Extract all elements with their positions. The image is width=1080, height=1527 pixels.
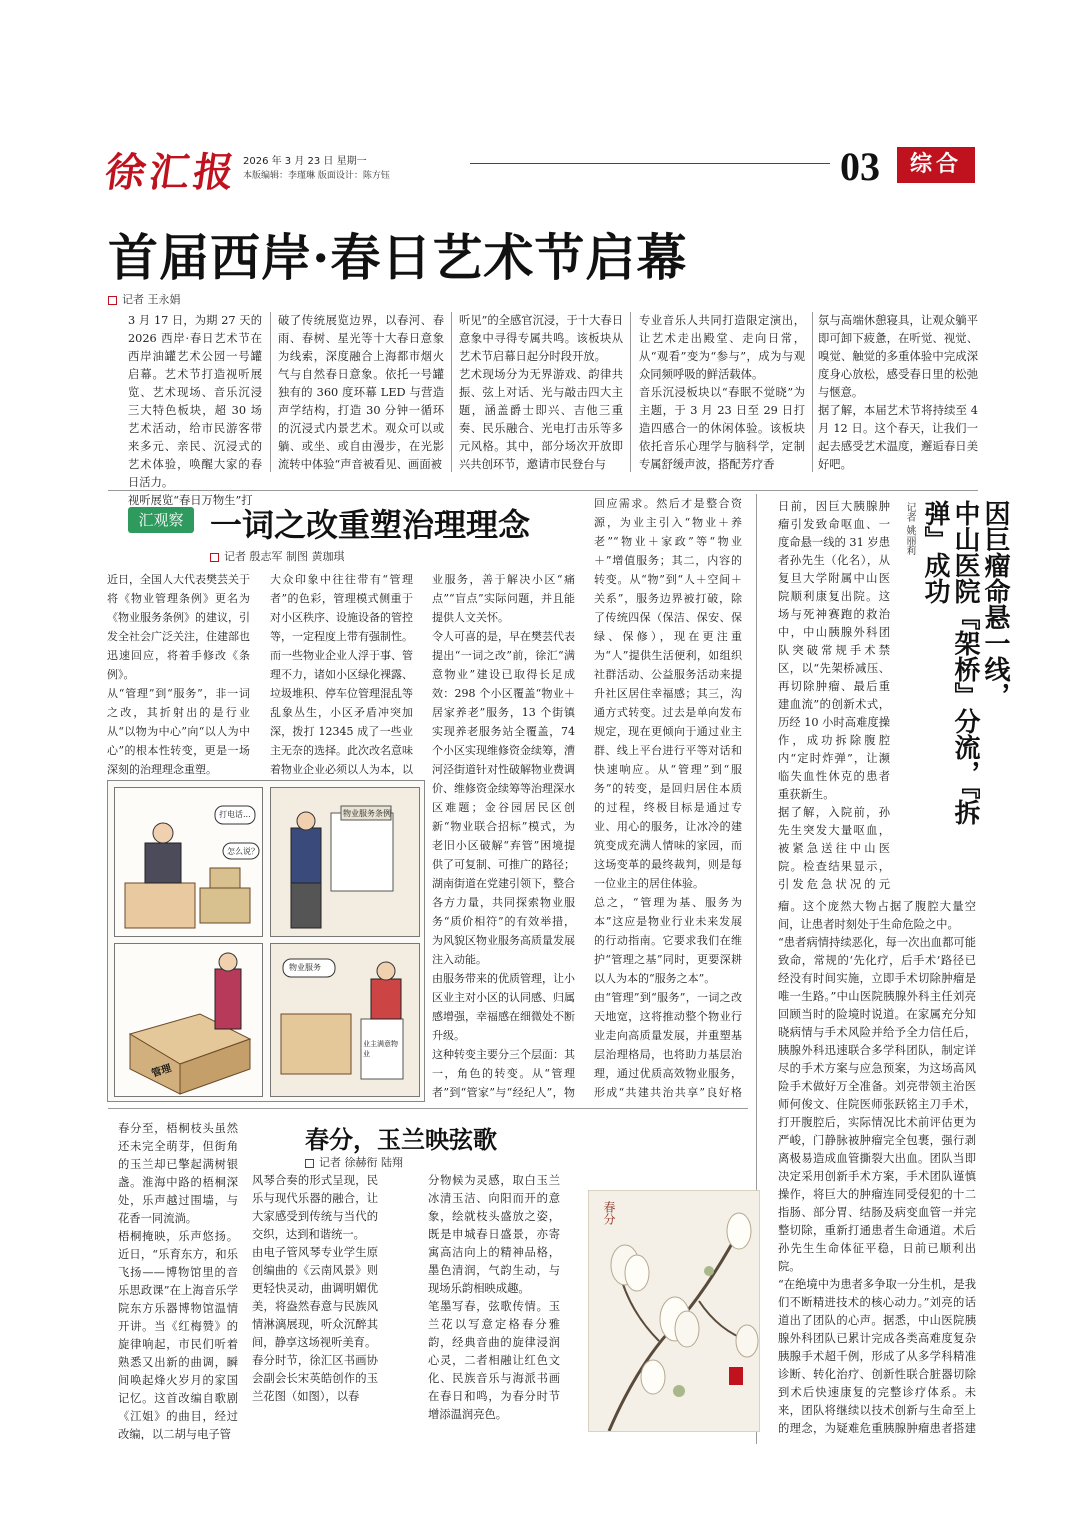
hospital-byline: [902, 502, 917, 662]
observation-byline: [210, 548, 345, 564]
spring-byline-text: 记者 徐赫衔 陆翔: [319, 1156, 403, 1169]
byline-square-icon: [108, 296, 117, 305]
observation-headline: 一词之改重塑治理理念: [210, 506, 531, 544]
lead-byline: [108, 291, 181, 307]
lead-headline: 首届西岸·春日艺术节启幕: [108, 228, 688, 287]
lead-byline-text: 记者 王永娟: [122, 293, 181, 306]
cartoon-package-illustration: [115, 944, 263, 1097]
spring-byline: [305, 1154, 403, 1170]
cartoon-panel-2: [270, 787, 420, 937]
observation-column-2: 大众印象中往往带有“管理者”的色彩，管理模式侧重于对小区秩序、设施设备的管控等，一定程度上带有强制性。而一些物业企业人浮于事、管理不力，诸如小区绿化裸露、垃圾堆积、停车位管理混乱等乱象丛生，小区矛盾冲突加深，拨打 12345 成了一些业主无奈的选择。此次改名意味着物业企业必须以人为本，以: [270, 573, 413, 775]
section-divider: [108, 490, 978, 491]
cartoon-box-label: 管理: [150, 1063, 173, 1080]
col-divider: [451, 312, 452, 472]
cartoon-bubble-1: 打电话...: [219, 810, 251, 819]
page-editors: 本版编辑：李瑾琳 版面设计：陈方钰: [243, 171, 390, 181]
observation-column-3: 业服务，善于解决小区“痛点”“盲点”实际问题，并且能提供人文关怀。 令人可喜的是，早在樊芸代表提出“一词之改”前，徐汇“满意物业”建设已取得长足成效：298 个小区覆盖“物业＋居家养老”服务，13 个街镇实现养老服务站全覆盖，74 个小区实现维修资金续筹，漕河泾街道针对性破解物业费调价、维修资金续筹等治理深水区难题；金谷园居民区创新“物业联合招标”模式，为老旧小区破解“弃管”困境提供了可复制、可推广的路径；湖南街道在党建引领下，整合各方力量，共同探索物业服务“质价相符”的有效举措，为风貌区物业服务高质量发展注入动能。 由服务带来的优质管理，让小区业主对小区的认同感、归属感增强，幸福感在细微处不断升级。 这种转变主要分三个层面：其一，角色的转变。从“管理者”到“管家”与“经纪人”，物: [432, 573, 575, 1099]
hospital-column-wide: 瘤。这个庞然大物占据了腹腔大量空间，让患者时刻处于生命危险之中。 “患者病情持续恶化，每一次出血都可能致命，常规的‘先化疗，后手术’路径已经没有时间实施，立即手术切除肿瘤是唯一生路。”中山医院胰腺外科主任刘亮回顾当时的险境时说道。在家属充分知晓病情与手术风险并给予全力信任后，胰腺外科迅速联合多学科团队，制定详尽的手术方案与应急预案，为这场高风险手术做好万全准备。刘亮带领主治医师何俊文、住院医师张跃铭主刀手术，打开腹腔后，实际情况比术前评估更为严峻，门静脉被肿瘤完全包裹，强行剥离极易造成血管撕裂大出血。团队当即决定采用创新手术方案，手术团队谨慎操作，将巨大的肿瘤连同受侵犯的十二指肠、部分胃、结肠及病变血管一并完整切除，重新打通患者生命通道。术后孙先生生命体征平稳，日前已顺利出院。 “在绝境中为患者多争取一分生机，是我们不断精进技术的核心动力。”刘亮的话道出了团队的心声。据悉，中山医院胰腺外科团队已累计完成各类高难度复杂胰腺手术超千例，形成了从多学科精准诊断、转化治疗、创新性联合脏器切除到术后快速康复的完整诊疗体系。未来，团队将继续以技术创新与生命至上的理念，为疑难危重胰腺肿瘤患者搭建: [778, 900, 976, 1435]
header-rule: [470, 163, 830, 164]
observation-tag: 汇观察: [128, 507, 194, 533]
hospital-column-narrow: 日前，因巨大胰腺肿瘤引发致命呕血、一度命悬一线的 31 岁患者孙先生（化名），从复旦大学附属中山医院顺利康复出院。这场与死神赛跑的救治中，中山胰腺外科团队突破常规手术禁区，以“先架桥减压、再切除肿瘤、最后重建血流”的创新术式，历经 10 小时高难度操作，成功拆除腹腔内“定时炸弹”，让濒临失血性休克的患者重获新生。 据了解，入院前，孙先生突发大量呕血，被紧急送往中山医院。检查结果显示，引发危急状况的元: [778, 500, 890, 891]
observation-cartoon: [107, 780, 425, 1102]
observation-byline-text: 记者 殷志军 制图 黄珈琪: [224, 550, 345, 563]
cartoon-panel-3: [114, 943, 263, 1097]
magnolia-painting: [588, 1190, 760, 1432]
lead-column-4: 专业音乐人共同打造限定演出，让艺术走出殿堂、走向日常，从“观看”变为“参与”，成为与观众同频呼吸的鲜活载体。 音乐沉浸板块以“春眠不觉晓”为主题，于 3 月 23 日至 29 日打造四感合一的休闲体验。该板块依托音乐心理学与脑科学，定制专属舒缓声波，搭配芳疗香: [639, 314, 805, 471]
hospital-headline-line-1: 因巨瘤命悬一线，: [980, 500, 1010, 708]
cartoon-panel-4: [270, 943, 420, 1097]
painting-seal-text: 春分: [602, 1201, 616, 1225]
cartoon-bubble-2: 怎么说？: [227, 847, 259, 856]
magnolia-illustration: [589, 1191, 760, 1432]
hospital-byline-text: 记者 姚丽莉: [904, 502, 915, 556]
col-divider: [630, 312, 631, 472]
lead-column-1: 3 月 17 日，为期 27 天的 2026 西岸·春日艺术节在西岸油罐艺术公园一号罐启幕。艺术节打造视听展览、艺术现场、音乐沉浸三大特色板块，超 30 场艺术活动，给市民游客带来多元、亲民、沉浸式的艺术体验，唤醒大家的春日活力。 视听展览“春日万物生”打: [128, 314, 262, 507]
lead-column-5: 氛与高端休憩寝具，让观众躺平即可卸下疲惫，在听觉、视觉、嗅觉、触觉的多重体验中完成深度身心放松，感受春日里的松弛与惬意。 据了解，本届艺术节将持续至 4 月 12 日。这个春天，让我们一起去感受艺术温度，邂逅春日美好吧。: [818, 314, 978, 471]
lead-column-2: 破了传统展览边界，以春河、春雨、春树、星光等十大春日意象为线索，深度融合上海都市烟火气与自然春日意象。依托一号罐独有的 360 度环幕 LED 与营造声学结构，打造 30 分钟一循环的沉浸式内景艺术。观众可以或躺、或坐、或自由漫步，在光影流转中体验“声音被看见、画面被: [278, 314, 444, 471]
page-number: 03: [840, 144, 880, 189]
observation-column-4: 回应需求。然后才是整合资源，为业主引入“物业＋养老”“物业＋家政”等“物业＋”增值服务；其二，内容的转变。从“物”到“人＋空间＋关系”，服务边界被打破，除了传统四保（保洁、保安、保绿、保修），现在更注重为“人”提供生活便利，如组织社群活动、公益服务活动来提升社区居住幸福感；其三，沟通方式转变。过去是单向发布规定，现在更倾向于通过业主群、线上平台进行平等对话和快速响应。从“管理”到“服务”的转变，是回归居住本质的过程，终极目标是通过专业、用心的服务，让冰冷的建筑变成充满人情味的家园，而这场变革的最终裁判，则是每一位业主的居住体验。 总之，“管理为基、服务为本”这应是物业行业未来发展的行动指南。它要求我们在维护“管理之基”同时，更要深耕以人为本的“服务之本”。 由“管理”到“服务”，一词之改天地宽，这将推动整个物业行业走向高质量发展，并重塑基层治理格局，也将助力基层治理，通过优质高效物业服务，形成“共建共治共享”良好格: [594, 497, 742, 1099]
masthead-logo: 徐汇报: [102, 149, 241, 196]
section-divider: [108, 1108, 748, 1109]
lead-column-3: 听见”的全感官沉浸，于十大春日意象中寻得专属共鸣。该板块从艺术节启幕日起分时段开放。 艺术现场分为无界游戏、韵律共振、弦上对话、光与敲击四大主题，涵盖爵士即兴、吉他三重奏、民乐融合、光电打击乐等多元风格。其中，部分场次开放即兴共创环节，邀请市民登台与: [459, 314, 623, 471]
spring-column-2: 风琴合奏的形式呈现，民乐与现代乐器的融合，让大家感受到传统与当代的交织，达到和谐统一。 由电子管风琴专业学生原创编曲的《云南风景》则更轻快灵动，曲调明媚优美，将盎然春意与民族风情淋漓展现，听众沉醉其间，静享这场视听美育。 春分时节，徐汇区书画协会副会长宋英皓创作的玉兰花图（如图），以春: [252, 1174, 378, 1403]
cartoon-panel-1: [114, 787, 263, 937]
byline-square-icon: [210, 553, 219, 562]
cartoon-sign-2: 物业服务: [289, 963, 321, 972]
cartoon-sign-1: 物业服务条例: [343, 809, 391, 818]
spring-column-1: 春分至，梧桐枝头虽然还未完全萌芽，但街角的玉兰却已擎起满树银盏。淮海中路的梧桐深处，乐声越过围墙，与花香一同流淌。 梧桐掩映，乐声悠扬。近日，“乐育东方，和乐飞扬——博物馆里的音乐思政课”在上海音乐学院东方乐器博物馆温情开讲。当《红梅赞》的旋律响起，市民们听着熟悉又出新的曲调，瞬间唤起烽火岁月的家国记忆。这首改编自歌剧《江姐》的曲目，经过改编，以二胡与电子管: [118, 1122, 238, 1440]
hospital-headline-line-2: 中山医院『架桥』分流，『拆弹』成功: [920, 500, 980, 825]
section-label: 综合: [897, 147, 975, 183]
col-divider: [812, 312, 813, 472]
spring-column-3: 分物候为灵感，取白玉兰冰清玉洁、向阳而开的意象，绘就枝头盛放之姿，既是申城春日盛景，亦寄寓高洁向上的精神品格，墨色清润，气韵生动，与现场乐韵相映成趣。 笔墨写春，弦歌传情。玉兰花以写意定格春分雅韵，经典音曲的旋律浸润心灵，二者相融让红色文化、民族音乐与海派书画在春日和鸣，为春分时节增添温润亮色。: [428, 1174, 560, 1421]
observation-column-1: 近日，全国人大代表樊芸关于将《物业管理条例》更名为《物业服务条例》的建议，引发全社会广泛关注，住建部也迅速回应，将着手修改《条例》。 从“管理”到“服务”，非一词之改，其折射出的是行业从“以物为中心”向“以人为中心”的根本性转变，更是一场深刻的治理理念重塑。: [107, 573, 250, 775]
hospital-headline: [920, 500, 1010, 860]
spring-headline: 春分，玉兰映弦歌: [305, 1125, 497, 1154]
issue-date: 2026 年 3 月 23 日 星期一: [243, 156, 367, 167]
byline-square-icon: [305, 1159, 314, 1168]
col-divider: [270, 312, 271, 472]
cartoon-board-label: 业主满意物业: [363, 1040, 398, 1058]
